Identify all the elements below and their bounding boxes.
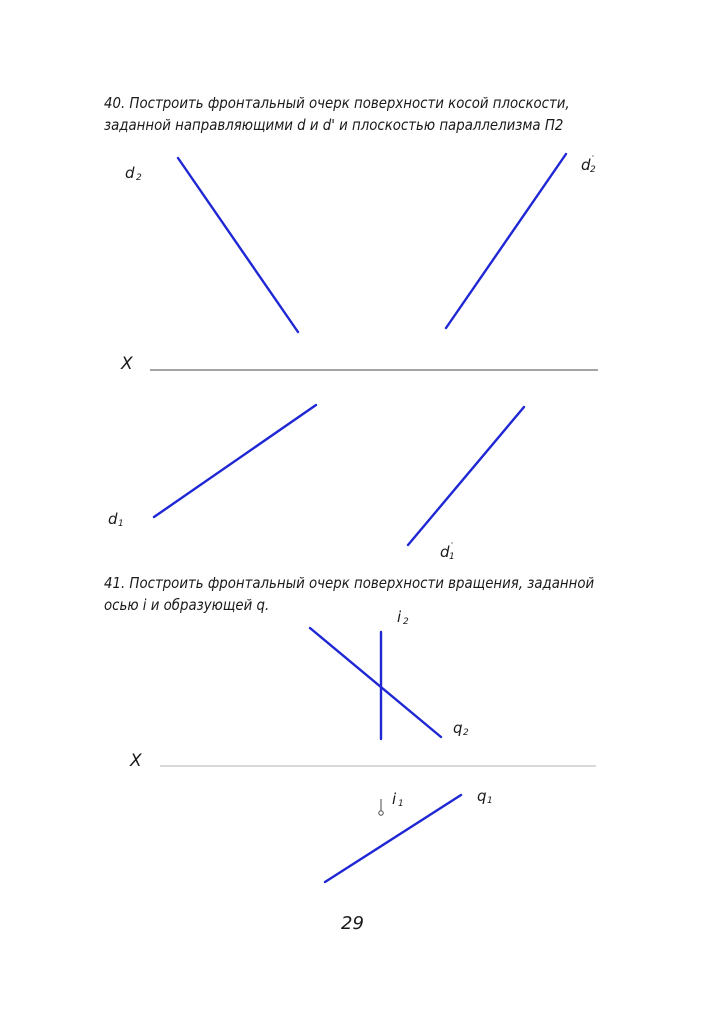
label-q1: [477, 787, 493, 806]
generatrix-q2: [310, 628, 441, 737]
svg-text:q: q: [453, 719, 463, 737]
svg-text:d: d: [581, 156, 591, 174]
svg-text:d: d: [440, 543, 450, 561]
label-d1-prime: [440, 541, 455, 562]
label-axis-x-41: [129, 751, 142, 771]
task-40-line-1: 40. Построить фронтальный очерк поверхности косой плоскости,: [104, 94, 570, 112]
task-41-line-2: осью i и образующей q.: [104, 596, 270, 614]
svg-text:i: i: [397, 608, 402, 626]
line-d1-prime: [408, 407, 524, 545]
svg-text:X: X: [130, 751, 142, 771]
svg-text:i: i: [392, 790, 397, 808]
label-d2-prime: [581, 154, 596, 175]
svg-text:2: 2: [403, 617, 409, 627]
label-d2: [125, 164, 142, 183]
line-d2: [178, 158, 298, 332]
line-d2-prime: [446, 154, 566, 328]
svg-text:2: 2: [463, 728, 469, 738]
label-q2: [453, 719, 469, 738]
generatrix-q1: [325, 795, 461, 882]
label-d1: [108, 510, 124, 529]
svg-text:1: 1: [487, 796, 493, 806]
svg-text:': ': [592, 154, 594, 162]
task-41-drawing: [129, 608, 596, 882]
svg-text:X: X: [121, 354, 133, 374]
page-number: 29: [341, 913, 364, 934]
svg-text:': ': [451, 541, 453, 549]
svg-text:2: 2: [590, 165, 596, 175]
svg-text:2: 2: [136, 173, 142, 183]
task-40-line-2: заданной направляющими d и d' и плоскостью параллелизма П2: [104, 116, 564, 134]
label-axis-x-40: [120, 354, 133, 374]
svg-text:1: 1: [118, 519, 124, 529]
line-d1: [154, 405, 316, 517]
task-40-drawing: [108, 154, 598, 562]
label-i1: [392, 790, 404, 809]
task-41-line-1: 41. Построить фронтальный очерк поверхности вращения, заданной: [104, 574, 595, 592]
svg-text:d: d: [125, 164, 135, 182]
point-i1-icon: [379, 799, 383, 815]
svg-text:1: 1: [398, 799, 404, 809]
label-i2: [397, 608, 409, 627]
svg-text:d: d: [108, 510, 118, 528]
svg-text:q: q: [477, 787, 487, 805]
svg-text:1: 1: [449, 552, 455, 562]
